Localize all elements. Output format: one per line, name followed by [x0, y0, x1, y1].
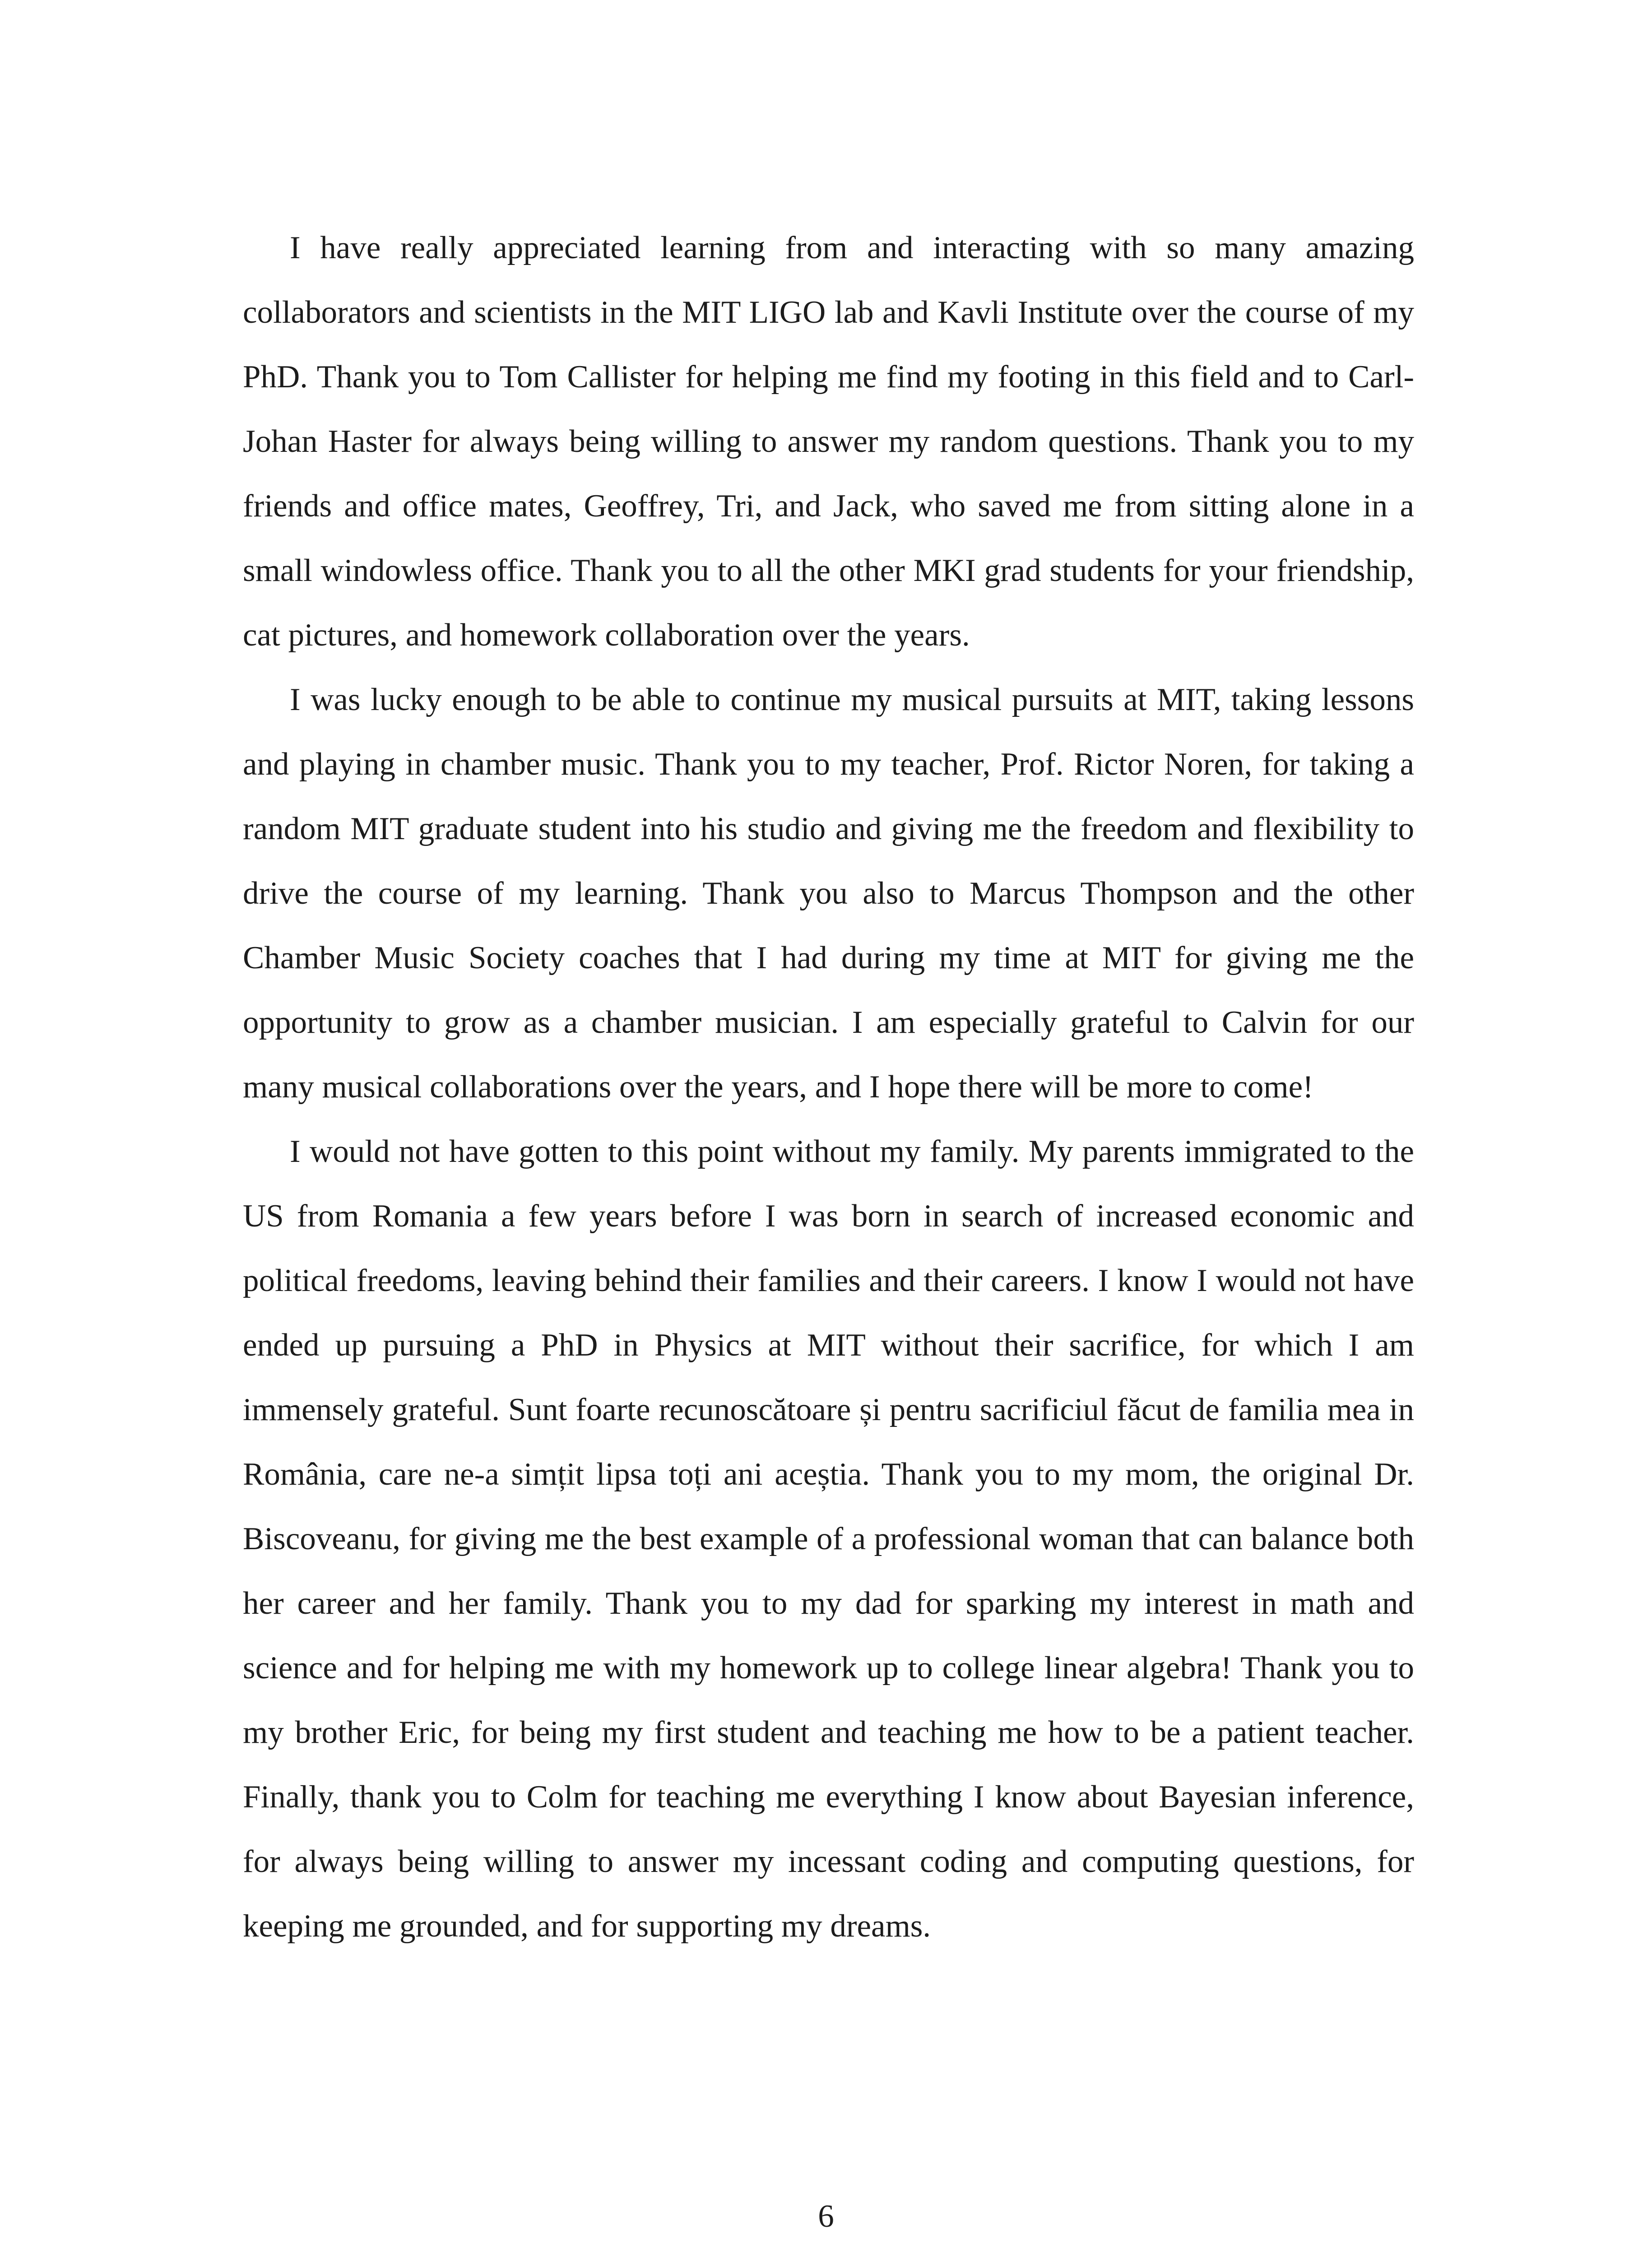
page-number: 6 — [818, 2199, 834, 2234]
paragraph-family: I would not have gotten to this point without my family. My parents immigrated to the US from Romania a few years before I was born in search of increased economic and political freedoms, leaving behind their families and their careers. I know I would not have ended up pursuing a PhD in Physics at MIT without their sacrifice, for which I am immensely grateful. Sunt foarte recunoscătoare și pentru sacrificiul făcut de familia mea in România, care ne-a simțit lipsa toți ani aceștia. Thank you to my mom, the original Dr. Biscoveanu, for giving me the best example of a professional woman that can balance both her career and her family. Thank you to my dad for sparking my interest in math and science and for helping me with my homework up to college linear algebra! Thank you to my brother Eric, for being my first student and teaching me how to be a patient teacher. Finally, thank you to Colm for teaching me everything I know about Bayesian inference, for always being willing to answer my incessant coding and computing questions, for keeping me grounded, and for supporting my dreams. — [243, 1134, 1414, 1944]
paragraph-colleagues: I have really appreciated learning from and interacting with so many amazing collaborators and scientists in the MIT LIGO lab and Kavli Institute over the course of my PhD. Thank you to Tom Callister for helping me find my footing in this field and to Carl-Johan Haster for always being willing to answer my random questions. Thank you to my friends and office mates, Geoffrey, Tri, and Jack, who saved me from sitting alone in a small windowless office. Thank you to all the other MKI grad students for your friendship, cat pictures, and homework collaboration over the years. — [243, 230, 1414, 653]
paragraph-music: I was lucky enough to be able to continue my musical pursuits at MIT, taking lessons and playing in chamber music. Thank you to my teacher, Prof. Rictor Noren, for taking a random MIT graduate student into his studio and giving me the freedom and flexibility to drive the course of my learning. Thank you also to Marcus Thompson and the other Chamber Music Society coaches that I had during my time at MIT for giving me the opportunity to grow as a chamber musician. I am especially grateful to Calvin for our many musical collaborations over the years, and I hope there will be more to come! — [243, 682, 1414, 1105]
body-text — [243, 216, 1414, 1959]
